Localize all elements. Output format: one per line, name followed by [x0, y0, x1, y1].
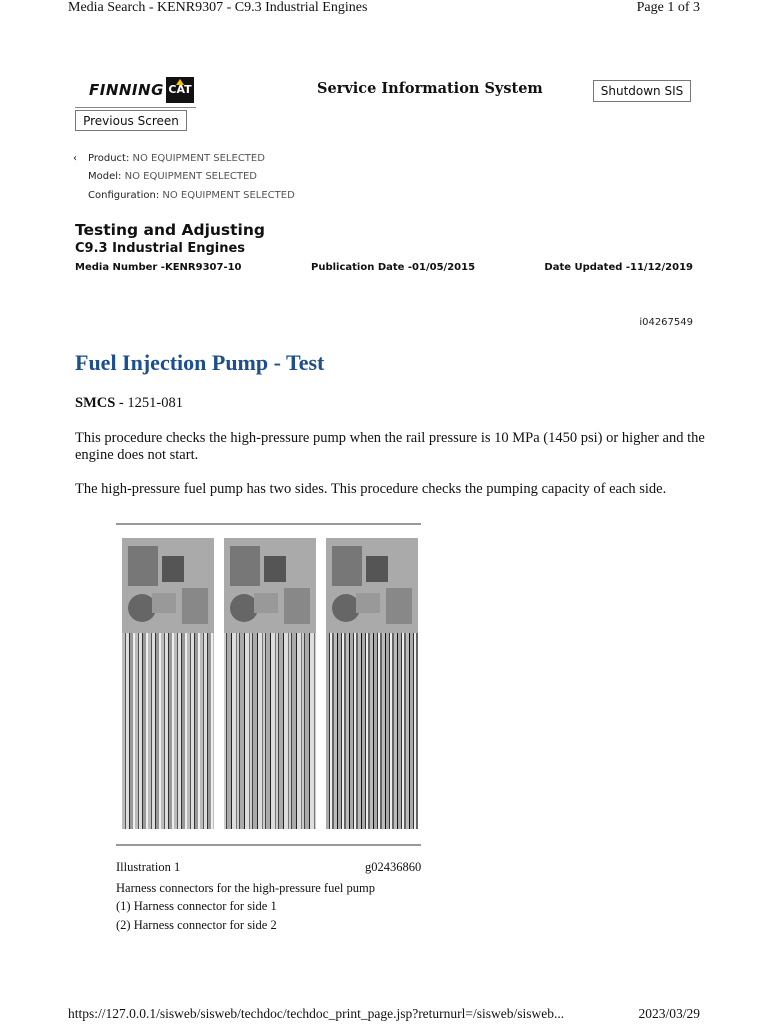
model-value: NO EQUIPMENT SELECTED [124, 171, 257, 182]
illustration-number: Illustration 1 [116, 860, 181, 874]
callout-2: (2) Harness connector for side 2 [116, 918, 277, 932]
document-category: Testing and Adjusting [75, 221, 266, 239]
graphic-id: g02436860 [365, 860, 422, 874]
product-value: NO EQUIPMENT SELECTED [132, 153, 265, 164]
model-label: Model: [88, 171, 122, 182]
media-number: Media Number -KENR9307-10 [75, 262, 242, 273]
print-header-title: Media Search - KENR9307 - C9.3 Industrial Engines [68, 0, 368, 15]
page-title: Fuel Injection Pump - Test [75, 350, 325, 375]
pump-photo [122, 538, 214, 633]
pump-sides-paragraph: The high-pressure fuel pump has two sides. This procedure checks the pumping capacity of each side. [75, 481, 667, 497]
print-footer-url: https://127.0.0.1/sisweb/sisweb/techdoc/techdoc_print_page.jsp?returnurl=/sisweb/sisweb... [68, 1006, 565, 1021]
configuration-label: Configuration: [88, 190, 160, 201]
document-id: i04267549 [639, 317, 693, 328]
figure-top-rule [116, 523, 421, 525]
image-streaks [326, 633, 418, 829]
print-footer-date: 2023/03/29 [638, 1006, 700, 1021]
previous-screen-button[interactable]: Previous Screen [75, 110, 187, 131]
pump-photo [326, 538, 418, 633]
model-row [88, 171, 257, 182]
publication-date: Publication Date -01/05/2015 [311, 262, 476, 273]
product-row [88, 153, 265, 164]
figure-bottom-rule [116, 844, 421, 846]
configuration-value: NO EQUIPMENT SELECTED [162, 190, 295, 201]
product-label: Product: [88, 153, 130, 164]
finning-logo-text: FINNING [89, 81, 164, 99]
finning-cat-logo [75, 74, 196, 108]
intro-paragraph: This procedure checks the high-pressure pump when the rail pressure is 10 MPa (1450 psi) or higher and the engine does not start. [75, 430, 705, 463]
engine-name: C9.3 Industrial Engines [75, 241, 246, 256]
image-streaks [224, 633, 316, 829]
print-header-page-number: Page 1 of 3 [636, 0, 700, 15]
smcs-label: SMCS [75, 395, 116, 411]
cat-logo-icon: CAT [166, 77, 194, 103]
system-title: Service Information System [317, 80, 543, 97]
figure-caption: Harness connectors for the high-pressure fuel pump [116, 881, 375, 895]
smcs-code [75, 395, 183, 412]
shutdown-sis-button[interactable]: Shutdown SIS [593, 80, 691, 102]
pump-photo [224, 538, 316, 633]
illustration-panel [224, 538, 316, 829]
image-streaks [122, 633, 214, 829]
illustration-panel [122, 538, 214, 829]
collapse-chevron-icon[interactable]: ‹ [73, 153, 77, 164]
configuration-row [88, 190, 295, 201]
illustration-panel [326, 538, 418, 829]
date-updated: Date Updated -11/12/2019 [544, 262, 693, 273]
smcs-value: - 1251-081 [115, 395, 183, 411]
callout-1: (1) Harness connector for side 1 [116, 899, 277, 913]
